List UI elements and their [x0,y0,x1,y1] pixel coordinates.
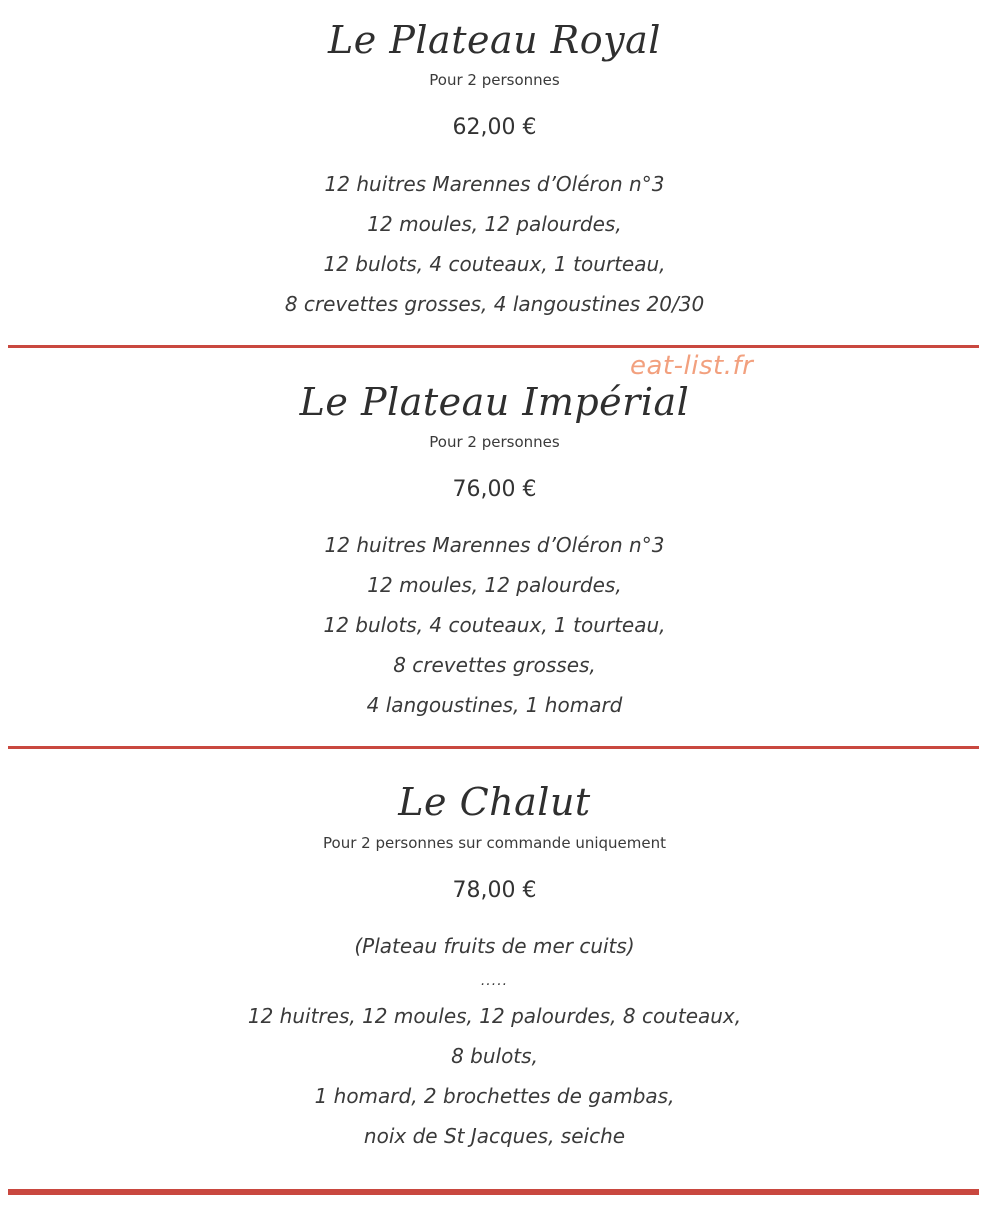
list-item: (Plateau fruits de mer cuits) [354,934,635,958]
section-title-plateau-imperial: Le Plateau Impérial [299,380,690,424]
section-title-chalut: Le Chalut [398,780,591,824]
list-item: 12 bulots, 4 couteaux, 1 tourteau, [323,613,666,637]
section-divider [8,1189,979,1195]
section-subtitle-chalut: Pour 2 personnes sur commande uniquement [323,834,666,852]
list-item: 8 bulots, [451,1044,538,1068]
list-item: 12 moules, 12 palourdes, [367,212,622,236]
list-item: 12 huitres Marennes d’Oléron n°3 [324,172,665,196]
section-title-plateau-royal: Le Plateau Royal [328,18,661,62]
section-price-plateau-royal: 62,00 € [452,115,537,140]
list-item: 8 crevettes grosses, [393,653,596,677]
list-item: 8 crevettes grosses, 4 langoustines 20/30 [284,292,705,316]
list-item: 12 bulots, 4 couteaux, 1 tourteau, [323,252,666,276]
list-item: 1 homard, 2 brochettes de gambas, [314,1084,675,1108]
section-items-chalut [0,926,989,1156]
list-item: 4 langoustines, 1 homard [366,693,623,717]
section-items-plateau-royal [0,164,989,324]
section-subtitle-plateau-royal: Pour 2 personnes [429,71,560,89]
list-item: 12 moules, 12 palourdes, [367,573,622,597]
watermark-text: eat-list.fr [630,351,754,381]
list-item-separator: ..... [480,973,509,989]
section-price-plateau-imperial: 76,00 € [452,477,537,502]
section-items-plateau-imperial [0,525,989,725]
section-divider [8,345,979,348]
section-price-chalut: 78,00 € [452,878,537,903]
list-item: 12 huitres Marennes d’Oléron n°3 [324,533,665,557]
section-divider [8,746,979,749]
list-item: 12 huitres, 12 moules, 12 palourdes, 8 couteaux, [247,1004,742,1028]
section-subtitle-plateau-imperial: Pour 2 personnes [429,433,560,451]
list-item: noix de St Jacques, seiche [363,1124,626,1148]
